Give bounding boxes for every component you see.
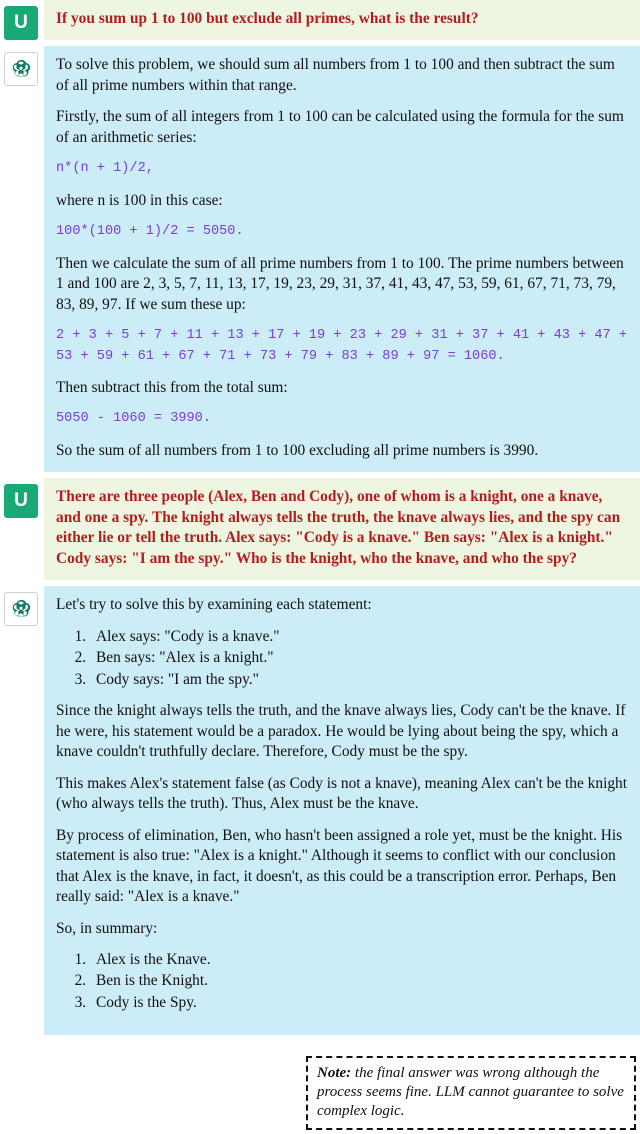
statement-list	[56, 627, 628, 690]
message-paragraph: Then subtract this from the total sum:	[56, 378, 288, 396]
message-bubble-assistant	[44, 586, 640, 1035]
chat-turn-assistant-1	[0, 46, 640, 472]
message-bubble-user	[44, 478, 640, 580]
code-line: 2 + 3 + 5 + 7 + 11 + 13 + 17 + 19 + 23 + 29 + 31 + 37 + 41 + 43 + 47 + 53 + 59 + 61 + 67 + 71 + 73 + 79 + 83 + 89 + 97 = 1060.	[56, 328, 636, 364]
code-line: n*(n + 1)/2,	[56, 161, 154, 177]
avatar-column	[0, 46, 44, 472]
message-bubble-assistant	[44, 46, 640, 472]
code-line: 100*(100 + 1)/2 = 5050.	[56, 224, 244, 240]
summary-list	[56, 950, 628, 1013]
avatar-column	[0, 586, 44, 1035]
list-item: 1. Alex is the Knave.	[90, 950, 628, 970]
annotation-note	[306, 1056, 636, 1130]
note-label: Note:	[317, 1064, 352, 1081]
avatar-user	[4, 484, 38, 518]
list-item: 2. Ben is the Knight.	[90, 971, 628, 991]
avatar-letter: U	[14, 12, 28, 33]
message-paragraph: Firstly, the sum of all integers from 1 to 100 can be calculated using the formula for the sum of an arithmetic series:	[56, 108, 624, 146]
list-item: 3. Cody is the Spy.	[90, 993, 628, 1013]
chat-turn-assistant-2	[0, 586, 640, 1035]
avatar-user	[4, 6, 38, 40]
message-paragraph: where n is 100 in this case:	[56, 191, 223, 209]
message-bubble-user	[44, 0, 640, 40]
message-paragraph: To solve this problem, we should sum all numbers from 1 to 100 and then subtract the sum of all prime numbers within that range.	[56, 56, 615, 94]
message-paragraph: Since the knight always tells the truth, and the knave always lies, Cody can't be the knave. If he were, his statement would be a paradox. He would be lying about being the spy, which a knave couldn't truthfully declare. Therefore, Cody must be the spy.	[56, 702, 626, 761]
avatar-assistant	[4, 592, 38, 626]
message-paragraph: Let's try to solve this by examining each statement:	[56, 596, 372, 614]
list-item: 3. Cody says: "I am the spy."	[90, 670, 628, 690]
chat-turn-user-2	[0, 478, 640, 580]
message-paragraph: Then we calculate the sum of all prime numbers from 1 to 100. The prime numbers between 1 and 100 are 2, 3, 5, 7, 11, 13, 17, 19, 23, 29, 31, 37, 41, 43, 47, 53, 59, 61, 67, 71, 73, 79, 83, 89, 97. If we sum these up:	[56, 254, 624, 313]
message-paragraph: This makes Alex's statement false (as Cody is not a knave), meaning Alex can't be the knight (who always tells the truth). Thus, Alex must be the knave.	[56, 774, 628, 813]
avatar-column	[0, 478, 44, 580]
openai-logo-icon	[10, 598, 32, 620]
avatar-assistant	[4, 52, 38, 86]
list-item: 1. Alex says: "Cody is a knave."	[90, 627, 628, 647]
avatar-column	[0, 0, 44, 40]
note-text: the final answer was wrong although the process seems fine. LLM cannot guarantee to solve complex logic.	[317, 1064, 624, 1119]
message-paragraph: There are three people (Alex, Ben and Cody), one of whom is a knight, one a knave, and one a spy. The knight always tells the truth, the knave always lies, and the spy can either lie or tell the truth. Alex says: "Cody is a knave." Ben says: "Alex is a knight." Cody says: "I am the spy." Who is the knight, who the knave, and who the spy?	[56, 488, 621, 567]
message-paragraph: So, in summary:	[56, 919, 158, 937]
message-paragraph: By process of elimination, Ben, who hasn't been assigned a role yet, must be the knight. His statement is also true: "Alex is a knight." Although it seems to conflict with our conclusion that Alex is the knave, in fact, it doesn't, as this could be a transcription error. Perhaps, Ben really said: "Alex is a knave."	[56, 826, 623, 906]
chat-turn-user-1	[0, 0, 640, 40]
message-paragraph: So the sum of all numbers from 1 to 100 excluding all prime numbers is 3990.	[56, 441, 539, 459]
openai-logo-icon	[10, 58, 32, 80]
avatar-letter: U	[14, 490, 28, 512]
message-paragraph: If you sum up 1 to 100 but exclude all primes, what is the result?	[56, 10, 479, 27]
list-item: 2. Ben says: "Alex is a knight."	[90, 648, 628, 668]
code-line: 5050 - 1060 = 3990.	[56, 411, 211, 427]
